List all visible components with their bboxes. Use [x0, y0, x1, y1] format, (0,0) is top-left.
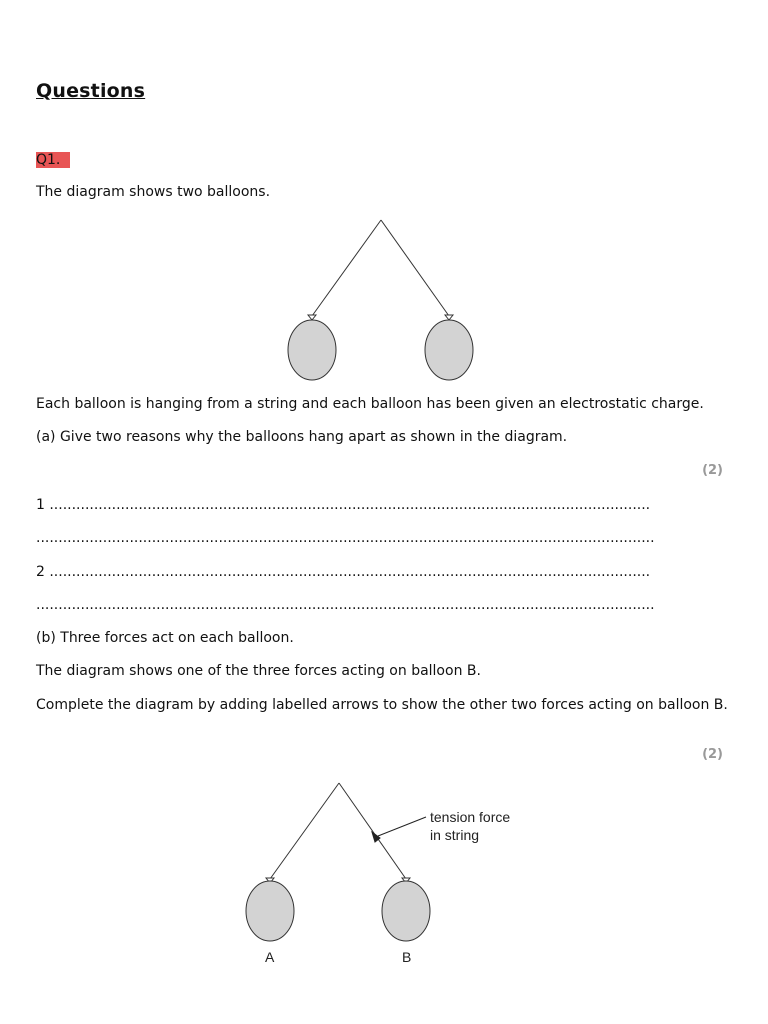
page-title: Questions	[36, 80, 146, 102]
part-a-prompt: (a) Give two reasons why the balloons hang apart as shown in the diagram.	[36, 429, 568, 445]
tension-arrow	[372, 817, 426, 842]
balloon-b	[382, 878, 430, 941]
balloon-a-label: A	[265, 949, 275, 965]
intro-text: The diagram shows two balloons.	[36, 184, 271, 200]
part-b-marks: (2)	[702, 747, 723, 762]
tension-label-line2: in string	[430, 827, 480, 843]
answer-line-1-cont[interactable]: ...........................................................................................................................................	[36, 530, 655, 546]
question-number: Q1.	[36, 152, 70, 168]
strings-2	[270, 783, 406, 879]
answer-line-2[interactable]: 2 .......................................................................................................................................	[36, 564, 651, 580]
part-a-marks: (2)	[702, 463, 723, 478]
balloon-a	[246, 878, 294, 941]
balloon-b-label: B	[402, 949, 412, 965]
answer-line-1[interactable]: 1 .......................................................................................................................................	[36, 497, 651, 513]
tension-label-line1: tension force	[430, 809, 511, 825]
statement-text: Each balloon is hanging from a string and each balloon has been given an electrostatic charge.	[36, 396, 704, 412]
part-b-prompt: (b) Three forces act on each balloon.	[36, 630, 294, 646]
part-b-line2: The diagram shows one of the three forces acting on balloon B.	[36, 663, 481, 679]
part-b-line3: Complete the diagram by adding labelled arrows to show the other two forces acting on balloon B.	[36, 697, 728, 713]
answer-line-2-cont[interactable]: ...........................................................................................................................................	[36, 597, 655, 613]
